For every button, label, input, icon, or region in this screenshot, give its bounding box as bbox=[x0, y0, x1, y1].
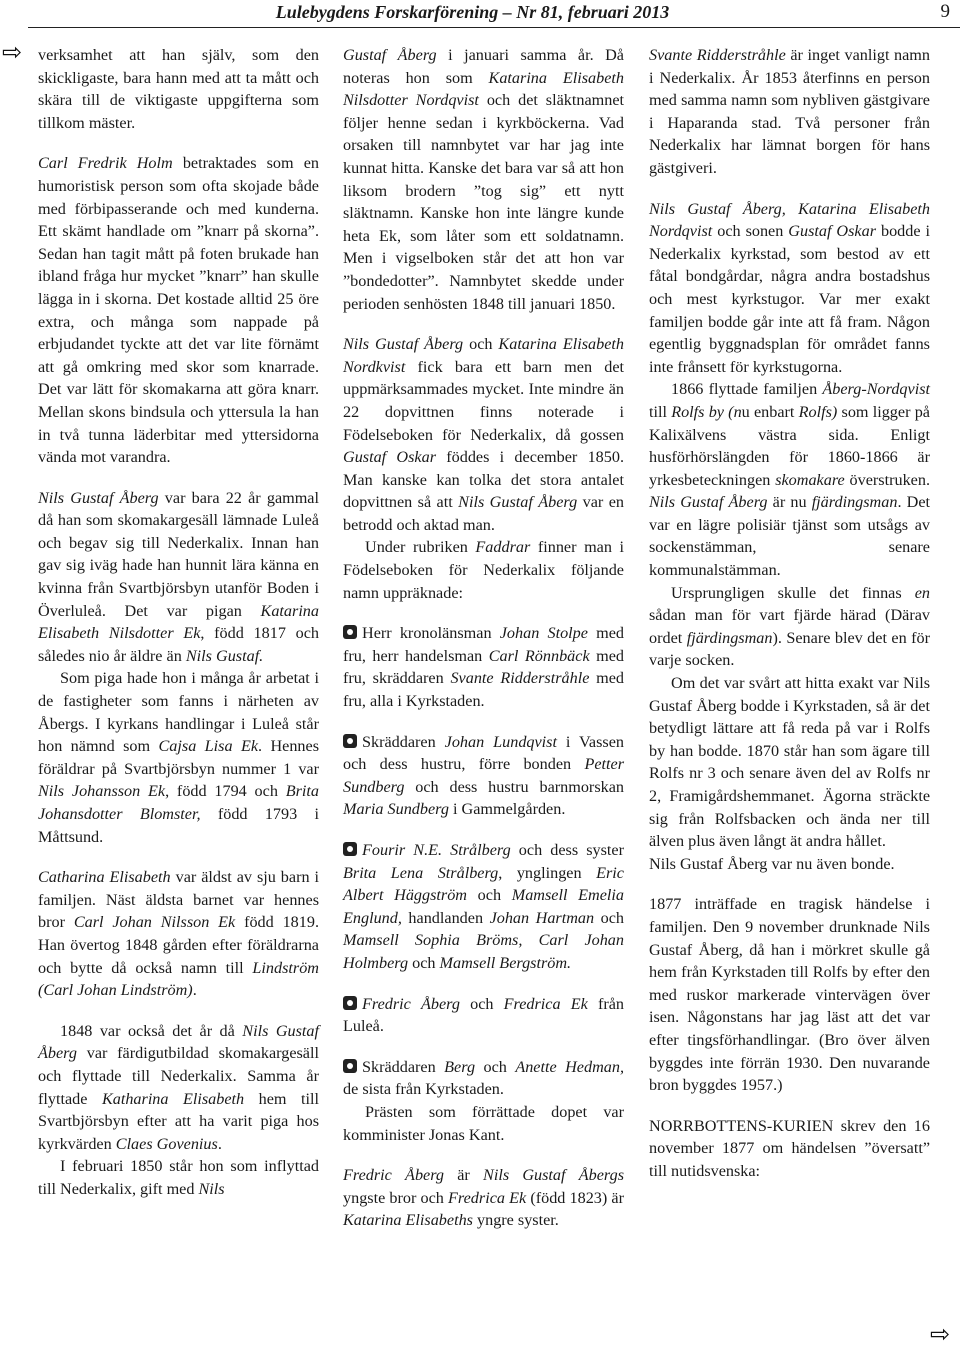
list-item: Fourir N.E. Strålberg och dess syster Brita Lena Strålberg, ynglingen Eric Albert Häggström och Mamsell Emelia Englund, handlanden Johan Hartman och Mamsell Sophia Bröms, Carl Johan Holmberg och Mamsell Bergström. bbox=[343, 841, 625, 972]
italic-name: Petter Sundberg bbox=[343, 755, 624, 796]
italic-name: Gustaf Oskar bbox=[788, 222, 877, 241]
paragraph: Som piga hade hon i många år arbetat i de fastigheter som fanns i närheten av Åbergs. I kyrkans handlingar i Luleå står hon nämnd som Cajsa Lisa Ek. Hennes föräldrar på Svartbjörsbyn nummer 1 var Nils Johansson Ek, född 1794 och Brita Johansdotter Blomster, född 1793 i Måttsund. bbox=[38, 669, 320, 846]
italic-name: Katarina Elisabeth Nilsdotter Nordqvist bbox=[343, 68, 624, 110]
italic-name: Nils Gustaf Åberg bbox=[38, 488, 159, 507]
column-2 bbox=[343, 44, 624, 1232]
right-arrow-icon: ⇨ bbox=[2, 38, 23, 66]
journal-title: Lulebygdens Forskarförening – Nr 81, februari 2013 bbox=[275, 2, 670, 22]
italic-name: Anette Hedman, bbox=[515, 1057, 624, 1076]
italic-name: Nils Gustaf. bbox=[185, 646, 264, 665]
italic-name: Rolfs by (n bbox=[671, 402, 742, 421]
paragraph: 1866 flyttade familjen Åberg-Nordqvist till Rolfs by (nu enbart Rolfs) som ligger på Kalixälvens västra sida. Enligt husförhörslängden för 1860-1866 är yrkesbeteckningen skomakare överstruken. Nils Gustaf Åberg är nu fjärdingsman. Det var en lägre polisiär tjänst som utsågs av sockenstämman, senare kommunalstämman. bbox=[649, 380, 931, 580]
italic-name: Nils Gustaf Åberg bbox=[343, 335, 464, 354]
list-item: Herr kronolänsman Johan Stolpe med fru, herr handelsman Carl Rönnbäck med fru, skräddaren Svante Ridderstråhle med fru, alla i Kyrkstaden. bbox=[343, 624, 625, 711]
italic-name: Faddrar bbox=[475, 538, 531, 557]
paragraph: Nils Gustaf Åberg var bara 22 år gammal då han som skomakargesäll lämnade Luleå och begav sig till Nederkalix. Innan han gav sig iväg hade han hunnit lära känna en kvinna från Svartbjörsbyn utanför Boden i Överluleå. Det var pigan Katarina Elisabeth Nilsdotter Ek, född 1817 och således nio år äldre än Nils Gustaf. bbox=[38, 488, 320, 665]
italic-name: Carl Johan Nilsson Ek bbox=[73, 913, 236, 932]
italic-name: Fredrica Ek bbox=[503, 994, 588, 1013]
italic-name: Nils Gustaf Åberg bbox=[38, 1021, 320, 1063]
paragraph: verksamhet att han själv, som den skickligaste, bara hann med att ta mått och skära till de viktigaste uppgifterna som tillkom mäster. bbox=[38, 46, 319, 132]
italic-name: Fredrica Ek bbox=[448, 1188, 527, 1207]
running-header bbox=[0, 0, 960, 28]
italic-name: Mamsell Emelia Englund, bbox=[343, 886, 625, 927]
list-item: Skräddaren Johan Lundqvist i Vassen och dess hustru, förre bonden Petter Sundberg och dess hustru barnmorskan Maria Sundberg i Gammelgården. bbox=[343, 732, 624, 819]
italic-name: Johan Stolpe bbox=[499, 624, 588, 643]
italic-name: Mamsell Sophia Bröms, Carl Johan Holmberg bbox=[343, 931, 624, 972]
italic-name: skomakare bbox=[775, 470, 845, 489]
italic-name: Nils Gustaf Åberg bbox=[649, 493, 768, 512]
italic-name: Svante Ridderstråhle bbox=[450, 669, 590, 688]
paragraph: I februari 1850 står hon som inflyttad till Nederkalix, gift med Nils bbox=[38, 1157, 319, 1198]
list-item: Fredric Åberg och Fredrica Ek från Luleå. bbox=[343, 994, 625, 1036]
column-1 bbox=[38, 44, 319, 1201]
italic-name: fjärdingsman bbox=[686, 628, 773, 647]
italic-name: Rolfs) bbox=[798, 402, 838, 421]
paragraph: Svante Ridderstråhle är inget vanligt namn i Nederkalix. År 1853 återfinns en person med samma namn som nybliven gästgivare i Haparanda stad. Två personer från Nederkalix har lämnat borgen för hans gästgiveri. bbox=[649, 46, 930, 177]
italic-name: Maria Sundberg bbox=[343, 800, 449, 819]
paragraph: NORRBOTTENS-KURIEN skrev den 16 november 1877 om händelsen ”översatt” till nutidsvenska: bbox=[649, 1116, 930, 1180]
italic-name: Katharina Elisabeth bbox=[101, 1089, 245, 1108]
italic-name: Fourir N.E. Strålberg bbox=[362, 841, 511, 859]
italic-name: Fredric Åberg bbox=[343, 1166, 445, 1185]
page-number: 9 bbox=[940, 1, 950, 22]
italic-name: Katarina Elisabeth Nordkvist bbox=[343, 335, 624, 376]
bullet-icon bbox=[343, 734, 357, 748]
paragraph: Nils Gustaf Åberg och Katarina Elisabeth Nordkvist fick bara ett barn men det uppmärksammades mycket. Inte mindre än 22 dopvittnen finns noterade i Födelseboken för Nederkalix, då gossen Gustaf Oskar föddes i december 1850. Man kanske kan tolka det stora antalet dopvittnen så att Nils Gustaf Åberg var en betrodd och aktad man. bbox=[343, 335, 624, 534]
paragraph: Om det var svårt att hitta exakt var Nils Gustaf Åberg bodde i Kyrkstaden, så är det betydligt lättare att få reda på var i Rolfs by han bodde. 1870 står han som ägare till Rolfs nr 3 och senare även del av Rolfs nr 2, Framigårdshemmanet. Ägorna sträckte sig från Rolfsbacken och ända ner till älven plus även långt ät andra hållet. bbox=[649, 674, 930, 851]
paragraph: Under rubriken Faddrar finner man i Födelseboken för Nederkalix följande namn uppräknade: bbox=[343, 538, 624, 602]
header-rule bbox=[28, 27, 960, 28]
italic-name: fjärdingsman bbox=[811, 493, 898, 512]
right-arrow-icon: ⇨ bbox=[930, 1320, 951, 1348]
italic-name: Lindström (Carl Johan Lindström) bbox=[38, 958, 319, 1000]
italic-name: Katarina Elisabeths bbox=[343, 1211, 473, 1230]
italic-name: Nils Johansson Ek bbox=[38, 782, 166, 801]
paragraph: 1877 inträffade en tragisk händelse i familjen. Den 9 november drunknade Nils Gustaf Åberg, då han i mörkret skulle gå hem från Kyrkstaden till Rolfs by efter den med ruskor markerade vintervägen över isen. Någonstans har jag läst att det var efter tingsförhandlingar. (Bro över älven byggdes inte förrän 1930. Den nuvarande bron byggdes 1957.) bbox=[649, 895, 930, 1095]
italic-name: Gustaf Oskar bbox=[343, 448, 436, 467]
italic-name: Johan Hartman bbox=[489, 908, 595, 927]
italic-name: Cajsa Lisa Ek bbox=[158, 737, 259, 756]
paragraph: Nils Gustaf Åberg var nu även bonde. bbox=[649, 854, 895, 873]
italic-name: Catharina Elisabeth bbox=[38, 868, 171, 887]
italic-name: Fredric Åberg bbox=[362, 994, 460, 1013]
paragraph: Prästen som förrättade dopet var komminister Jonas Kant. bbox=[343, 1102, 624, 1144]
paragraph: Nils Gustaf Åberg, Katarina Elisabeth Nordqvist och sonen Gustaf Oskar bodde i Nederkalix kyrkstad, som bestod av ett fåtal bondgårdar, några andra bostadshus och mest kyrkstugor. Var mer exakt familjen bodde går inte att få fram. Någon egentlig byggnadsplan för området fanns inte frånsett för kyrkstugorna. bbox=[649, 199, 930, 376]
italic-name: Berg bbox=[444, 1057, 476, 1076]
italic-name: Nils Gustaf Åberg, Katarina Elisabeth Nordqvist bbox=[649, 199, 930, 241]
paragraph: Catharina Elisabeth var äldst av sju barn i familjen. Näst äldsta barnet var hennes bror Carl Johan Nilsson Ek född 1819. Han övertog 1848 gården efter föräldrarna och bytte då också namn till Lindström (Carl Johan Lindström). bbox=[38, 868, 320, 1000]
italic-name: Nils bbox=[198, 1179, 225, 1198]
column-3 bbox=[649, 44, 930, 1183]
italic-name: Nils Gustaf Åberg bbox=[458, 493, 578, 512]
italic-name: Brita Lena Strålberg bbox=[343, 863, 499, 882]
list-item: Skräddaren Berg och Anette Hedman, de sista från Kyrkstaden. bbox=[343, 1057, 624, 1099]
italic-name: en bbox=[914, 583, 930, 602]
italic-name: Brita Johansdotter Blomster, bbox=[38, 782, 319, 823]
bullet-icon bbox=[343, 1059, 357, 1073]
italic-name: Svante Ridderstråhle bbox=[649, 46, 786, 64]
italic-name: Eric Albert Häggström bbox=[343, 863, 624, 905]
italic-name: Gustaf Åberg bbox=[343, 46, 437, 64]
italic-name: Åberg-Nordqvist bbox=[822, 380, 930, 399]
paragraph: Fredric Åberg är Nils Gustaf Åbergs yngste bror och Fredrica Ek (född 1823) är Katarina Elisabeths yngre syster. bbox=[343, 1166, 625, 1230]
paragraph: Gustaf Åberg i januari samma år. Då noteras hon som Katarina Elisabeth Nilsdotter Nordqvist och det släktnamnet följer henne sedan i kyrkböckerna. Vad orsaken till namnbytet var har jag inte kunnat hitta. Kanske det bara var så att hon liksom brodern ”tog sig” ett nytt släktnamn. Kanske hon inte längre kunde heta Ek, som låter som ett soldatnamn. Men i vigselboken står det att hon var ”bondedotter”. Namnbytet skedde under perioden senhösten 1848 till januari 1850. bbox=[343, 46, 624, 313]
paragraph: Carl Fredrik Holm betraktades som en humoristisk person som ofta skojade både med förbipasserande och med kunderna. Ett skämt handlade om ”knarr på skorna”. Sedan han tagit mått på foten brukade han ibland fråga hur mycket ”knarr” han skulle lägga in i skorna. Det kostade alltid 25 öre extra, och många som nappade på erbjudandet tyckte att det var lite förnämt att gå omkring med skor som knarrade. Det var lätt för skomakarna att göra knarr. Mellan skons bindsula och yttersula la han in två tunna läderbitar med yttersidorna vända mot varandra. bbox=[38, 154, 319, 467]
italic-name: Johan Lundqvist bbox=[444, 732, 557, 751]
italic-name: Mamsell Bergström. bbox=[439, 953, 572, 972]
italic-name: Carl Fredrik Holm bbox=[38, 154, 173, 173]
italic-name: Claes Govenius bbox=[115, 1134, 218, 1153]
italic-name: Nils Gustaf Åbergs bbox=[483, 1166, 624, 1185]
italic-name: Carl Rönnbäck bbox=[488, 646, 590, 665]
paragraph: Ursprungligen skulle det finnas en sådan man för vart fjärde härad (Därav ordet fjärdingsman). Senare blev det en för varje socken. bbox=[649, 583, 930, 670]
paragraph: 1848 var också det år då Nils Gustaf Åberg var färdigutbildad skomakargesäll och flyttade till Nederkalix. Samma år flyttade Katharina Elisabeth hem till Svartbjörsbyn efter att ha varit piga hos kyrkvärden Claes Govenius. bbox=[38, 1021, 320, 1153]
bullet-icon bbox=[343, 996, 357, 1010]
italic-name: Katarina Elisabeth Nilsdotter Ek bbox=[38, 601, 319, 643]
bullet-icon bbox=[343, 842, 357, 856]
bullet-icon bbox=[343, 625, 357, 639]
